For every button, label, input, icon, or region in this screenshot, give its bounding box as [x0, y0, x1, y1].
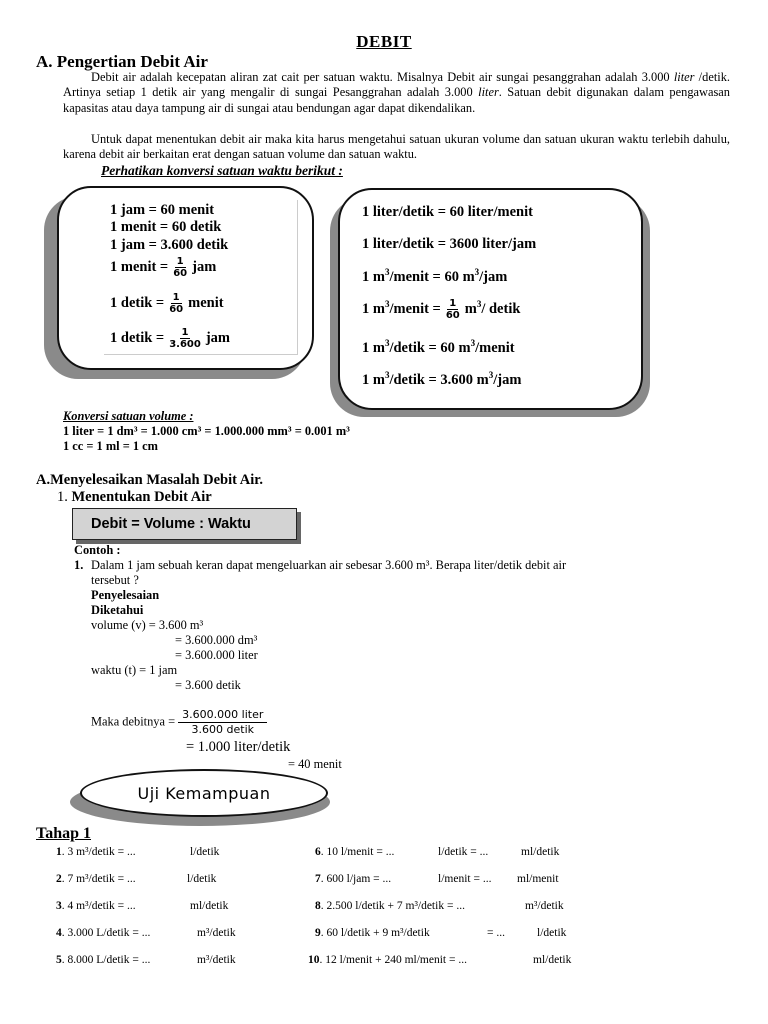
debit-line-3: 1 $m^3$/menit = 60 $m^3$/jam [362, 267, 508, 285]
formula-box: Debit = Volume : Waktu [72, 508, 297, 540]
result-line: = 1.000 liter/detik [186, 739, 291, 755]
exercise-unit: l/detik [190, 846, 220, 858]
exercise-unit: m³/detik [197, 927, 236, 939]
paragraph-units: Untuk dapat menentukan debit air maka kita harus mengetahui satuan ukuran volume dan satuan ukuran waktu terlebih dahulu, karena debit air berkaitan erat dengan satuan volume dan satuan waktu. [63, 132, 730, 162]
konversi-line-2: 1 cc = 1 ml = 1 cm [63, 439, 158, 453]
question-text-cont: tersebut ? [91, 573, 139, 587]
maka-debit: Maka debitnya = $\frac{\text{3.600.000 liter}}{\text{3.600 detik}}$ [91, 708, 267, 737]
exercise-unit: m³/detik [525, 900, 564, 912]
debit-line-4: 1 $m^3$/menit = $\frac{1}{60}$ $m^3/$ detik [362, 298, 521, 321]
debit-line-5: 1 $m^3$/detik = 60 $m^3$/menit [362, 338, 515, 356]
exercise-item: 1. 3 m³/detik = ... [56, 846, 136, 858]
exercise-unit: ml/detik [521, 846, 560, 858]
perhatikan-heading: Perhatikan konversi satuan waktu berikut : [101, 163, 343, 178]
diketahui-label: Diketahui [91, 603, 144, 617]
exercise-unit: ml/menit [517, 873, 559, 885]
time-line-6: 1 detik = $\frac{1}{3.600}$ jam [110, 327, 230, 350]
exercise-unit: l/detik [537, 927, 567, 939]
konversi-heading: Konversi satuan volume : [63, 409, 194, 423]
paragraph-definition: Debit air adalah kecepatan aliran zat cait per satuan waktu. Misalnya Debit air sungai pesanggrahan adalah 3.000 liter /detik. Artinya setiap 1 detik air yang mengalir di sungai Pesanggrahan adalah 3.000 liter. Satuan debit digunakan dalam pengawasan kapasitas atau daya tampung air di sungai atau bendungan agar dapat dikendalikan. [63, 70, 730, 115]
exercise-item: 6. 10 l/menit = ... [315, 846, 395, 858]
volume-line-1: volume (v) = 3.600 m³ [91, 618, 204, 632]
debit-line-2: 1 liter/detik = 3600 liter/jam [362, 236, 537, 252]
time-line-a: waktu (t) = 1 jam [91, 663, 178, 677]
exercise-item: 2. 7 m³/detik = ... [56, 873, 136, 885]
exercise-item: 3. 4 m³/detik = ... [56, 900, 136, 912]
section-b-subheading: 1. Menentukan Debit Air [57, 489, 212, 505]
volume-line-3: = 3.600.000 liter [175, 648, 258, 662]
exercise-unit: ml/detik [533, 954, 572, 966]
exercise-mid: l/detik = ... [438, 846, 489, 858]
exercise-item: 4. 3.000 L/detik = ... [56, 927, 151, 939]
debit-line-6: 1 $m^3$/detik = 3.600 $m^3$/jam [362, 370, 522, 388]
tahap-heading: Tahap 1 [36, 825, 91, 842]
exercise-unit: l/detik [187, 873, 217, 885]
extra-line: = 40 menit [288, 757, 342, 771]
penyelesaian-label: Penyelesaian [91, 588, 160, 602]
time-line-5: 1 detik = $\frac{1}{60}$ menit [110, 292, 224, 315]
question-text: Dalam 1 jam sebuah keran dapat mengeluarkan air sebesar 3.600 m³. Berapa liter/detik debit air [91, 558, 567, 572]
exercise-unit: ml/detik [190, 900, 229, 912]
exercise-item: 8. 2.500 l/detik + 7 m³/detik = ... [315, 900, 465, 912]
time-line-1: 1 jam = 60 menit [110, 202, 215, 218]
exercise-item: 7. 600 l/jam = ... [315, 873, 392, 885]
exercise-mid: l/menit = ... [438, 873, 492, 885]
uji-kemampuan-banner: Uji Kemampuan [80, 769, 328, 817]
exercise-item: 9. 60 l/detik + 9 m³/detik [315, 927, 430, 939]
time-line-4: 1 menit = $\frac{1}{60}$ jam [110, 256, 217, 279]
page-title: DEBIT [356, 32, 412, 51]
debit-line-1: 1 liter/detik = 60 liter/menit [362, 204, 533, 220]
exercise-item: 5. 8.000 L/detik = ... [56, 954, 151, 966]
time-line-3: 1 jam = 3.600 detik [110, 237, 229, 253]
question-number: 1. [74, 558, 84, 572]
time-line-b: = 3.600 detik [175, 678, 241, 692]
konversi-line-1: 1 liter = 1 dm³ = 1.000 cm³ = 1.000.000 mm³ = 0.001 m³ [63, 424, 350, 438]
box-guide-line [104, 354, 298, 355]
section-a-heading: A. Pengertian Debit Air [36, 52, 208, 71]
exercise-mid: = ... [487, 927, 505, 939]
time-line-2: 1 menit = 60 detik [110, 219, 222, 235]
volume-line-2: = 3.600.000 dm³ [175, 633, 258, 647]
box-guide-line [297, 200, 298, 355]
exercise-item: 10. 12 l/menit + 240 ml/menit = ... [308, 954, 467, 966]
contoh-label: Contoh : [74, 543, 121, 557]
exercise-unit: m³/detik [197, 954, 236, 966]
section-b-heading: A.Menyelesaikan Masalah Debit Air. [36, 472, 264, 488]
